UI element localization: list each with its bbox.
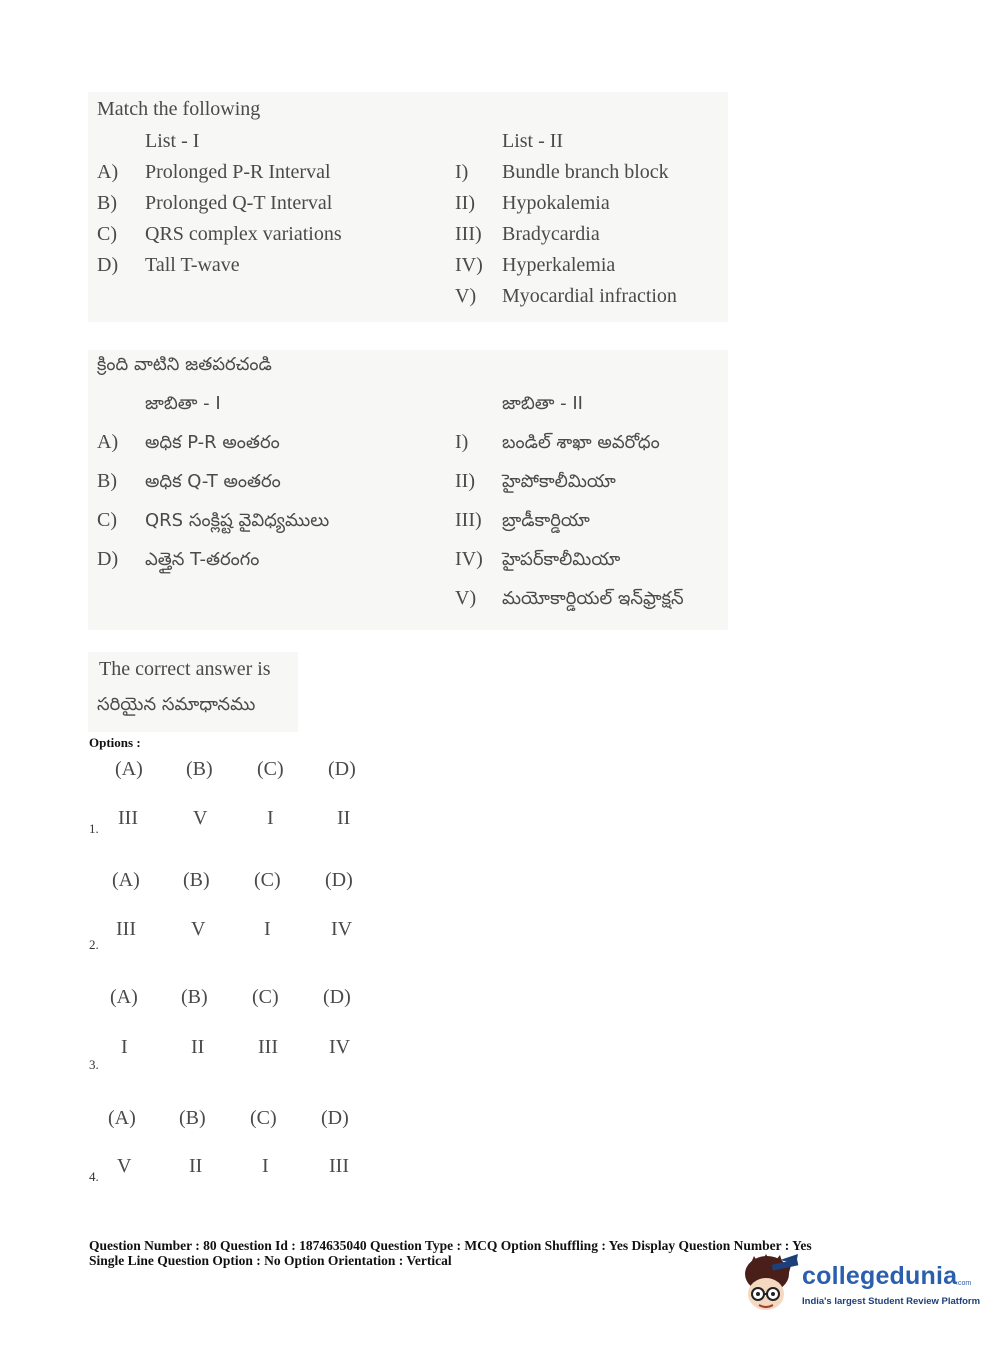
option-value: IV bbox=[329, 1036, 351, 1058]
mascot-icon bbox=[740, 1250, 800, 1316]
option-header: (A) bbox=[115, 758, 143, 780]
option-value: II bbox=[337, 807, 351, 829]
option-header: (C) bbox=[257, 758, 284, 780]
list2-item-te: బ్రాడీకార్డియా bbox=[502, 510, 590, 531]
option-value: III bbox=[329, 1155, 349, 1177]
option-header: (D) bbox=[325, 869, 353, 891]
list2-item-en: Hypokalemia bbox=[502, 192, 610, 214]
option-value: I bbox=[264, 918, 271, 940]
option-number: 4. bbox=[89, 1169, 99, 1184]
list2-item-en: Bundle branch block bbox=[502, 161, 669, 183]
option-value: I bbox=[267, 807, 274, 829]
list1-label-te: C) bbox=[97, 509, 117, 531]
list2-item-te: హైపర్‌కాలీమియా bbox=[502, 549, 621, 570]
question-meta-line1: Question Number : 80 Question Id : 1874635040 Question Type : MCQ Option Shuffling : Yes Display Question Number : Yes bbox=[89, 1238, 812, 1253]
list1-item-te: అధిక P-R అంతరం bbox=[145, 432, 280, 453]
list2-label-te: II) bbox=[455, 470, 475, 492]
option-value: I bbox=[121, 1036, 128, 1058]
option-header: (B) bbox=[186, 758, 213, 780]
option-header: (C) bbox=[252, 986, 279, 1008]
option-number: 2. bbox=[89, 937, 99, 952]
option-value: III bbox=[118, 807, 138, 829]
list2-item-te: బండిల్ శాఖా అవరోధం bbox=[502, 432, 660, 453]
question-title-en: Match the following bbox=[97, 98, 261, 120]
option-value: II bbox=[189, 1155, 203, 1177]
option-number: 1. bbox=[89, 821, 99, 836]
list2-label-te: V) bbox=[455, 587, 477, 609]
option-value: I bbox=[262, 1155, 269, 1177]
list1-label-en: D) bbox=[97, 254, 119, 276]
list2-label-te: IV) bbox=[455, 548, 483, 570]
option-value: III bbox=[258, 1036, 278, 1058]
option-value: IV bbox=[331, 918, 353, 940]
list1-header-en: List - I bbox=[145, 130, 200, 152]
option-header: (A) bbox=[112, 869, 140, 891]
option-header: (B) bbox=[179, 1107, 206, 1129]
list1-label-en: C) bbox=[97, 223, 117, 245]
list1-label-en: A) bbox=[97, 161, 119, 183]
list2-header-en: List - II bbox=[502, 130, 564, 152]
list1-label-te: B) bbox=[97, 470, 117, 492]
list2-item-te: హైపోకాలీమియా bbox=[502, 471, 616, 492]
prompt-te: సరియైన సమాధానము bbox=[97, 694, 256, 715]
logo-suffix: .com bbox=[956, 1280, 972, 1287]
list1-item-te: QRS సంక్లిష్ట వైవిధ్యములు bbox=[145, 510, 330, 531]
option-header: (C) bbox=[254, 869, 281, 891]
list1-item-te: అధిక Q-T అంతరం bbox=[145, 471, 281, 492]
option-value: V bbox=[191, 918, 206, 940]
collegedunia-logo[interactable] bbox=[740, 1250, 981, 1320]
list2-label-en: II) bbox=[455, 192, 475, 214]
option-value: II bbox=[191, 1036, 205, 1058]
list1-item-en: Prolonged Q-T Interval bbox=[145, 192, 333, 214]
options-label: Options : bbox=[89, 735, 141, 750]
list2-label-te: III) bbox=[455, 509, 482, 531]
option-value: V bbox=[193, 807, 208, 829]
list1-item-te: ఎత్తైన T-తరంగం bbox=[145, 549, 260, 570]
list2-item-en: Bradycardia bbox=[502, 223, 600, 245]
list1-label-en: B) bbox=[97, 192, 117, 214]
list1-item-en: QRS complex variations bbox=[145, 223, 342, 245]
option-header: (A) bbox=[108, 1107, 136, 1129]
option-header: (C) bbox=[250, 1107, 277, 1129]
list1-label-te: A) bbox=[97, 431, 119, 453]
list2-label-en: IV) bbox=[455, 254, 483, 276]
prompt-en: The correct answer is bbox=[99, 658, 271, 680]
logo-tagline: India's largest Student Review Platform bbox=[802, 1296, 981, 1307]
list2-header-te: జాబితా - II bbox=[502, 393, 583, 414]
question-meta-line2: Single Line Question Option : No Option Orientation : Vertical bbox=[89, 1253, 452, 1268]
list1-header-te: జాబితా - I bbox=[145, 393, 221, 414]
list2-label-te: I) bbox=[455, 431, 469, 453]
option-header: (D) bbox=[321, 1107, 349, 1129]
question-title-te: క్రింది వాటిని జతపరచండి bbox=[97, 354, 272, 375]
option-header: (B) bbox=[181, 986, 208, 1008]
list1-label-te: D) bbox=[97, 548, 119, 570]
list2-item-en: Myocardial infraction bbox=[502, 285, 677, 307]
list1-item-en: Tall T-wave bbox=[145, 254, 240, 276]
list2-label-en: V) bbox=[455, 285, 477, 307]
option-header: (B) bbox=[183, 869, 210, 891]
list2-label-en: I) bbox=[455, 161, 469, 183]
logo-brand: collegedunia bbox=[802, 1262, 958, 1290]
option-header: (D) bbox=[328, 758, 356, 780]
list2-label-en: III) bbox=[455, 223, 482, 245]
list2-item-en: Hyperkalemia bbox=[502, 254, 616, 276]
list2-item-te: మయోకార్డియల్ ఇన్‌ఫ్రాక్షన్ bbox=[502, 588, 684, 609]
option-header: (D) bbox=[323, 986, 351, 1008]
option-value: III bbox=[116, 918, 136, 940]
option-number: 3. bbox=[89, 1057, 99, 1072]
list1-item-en: Prolonged P-R Interval bbox=[145, 161, 331, 183]
option-value: V bbox=[117, 1155, 132, 1177]
option-header: (A) bbox=[110, 986, 138, 1008]
